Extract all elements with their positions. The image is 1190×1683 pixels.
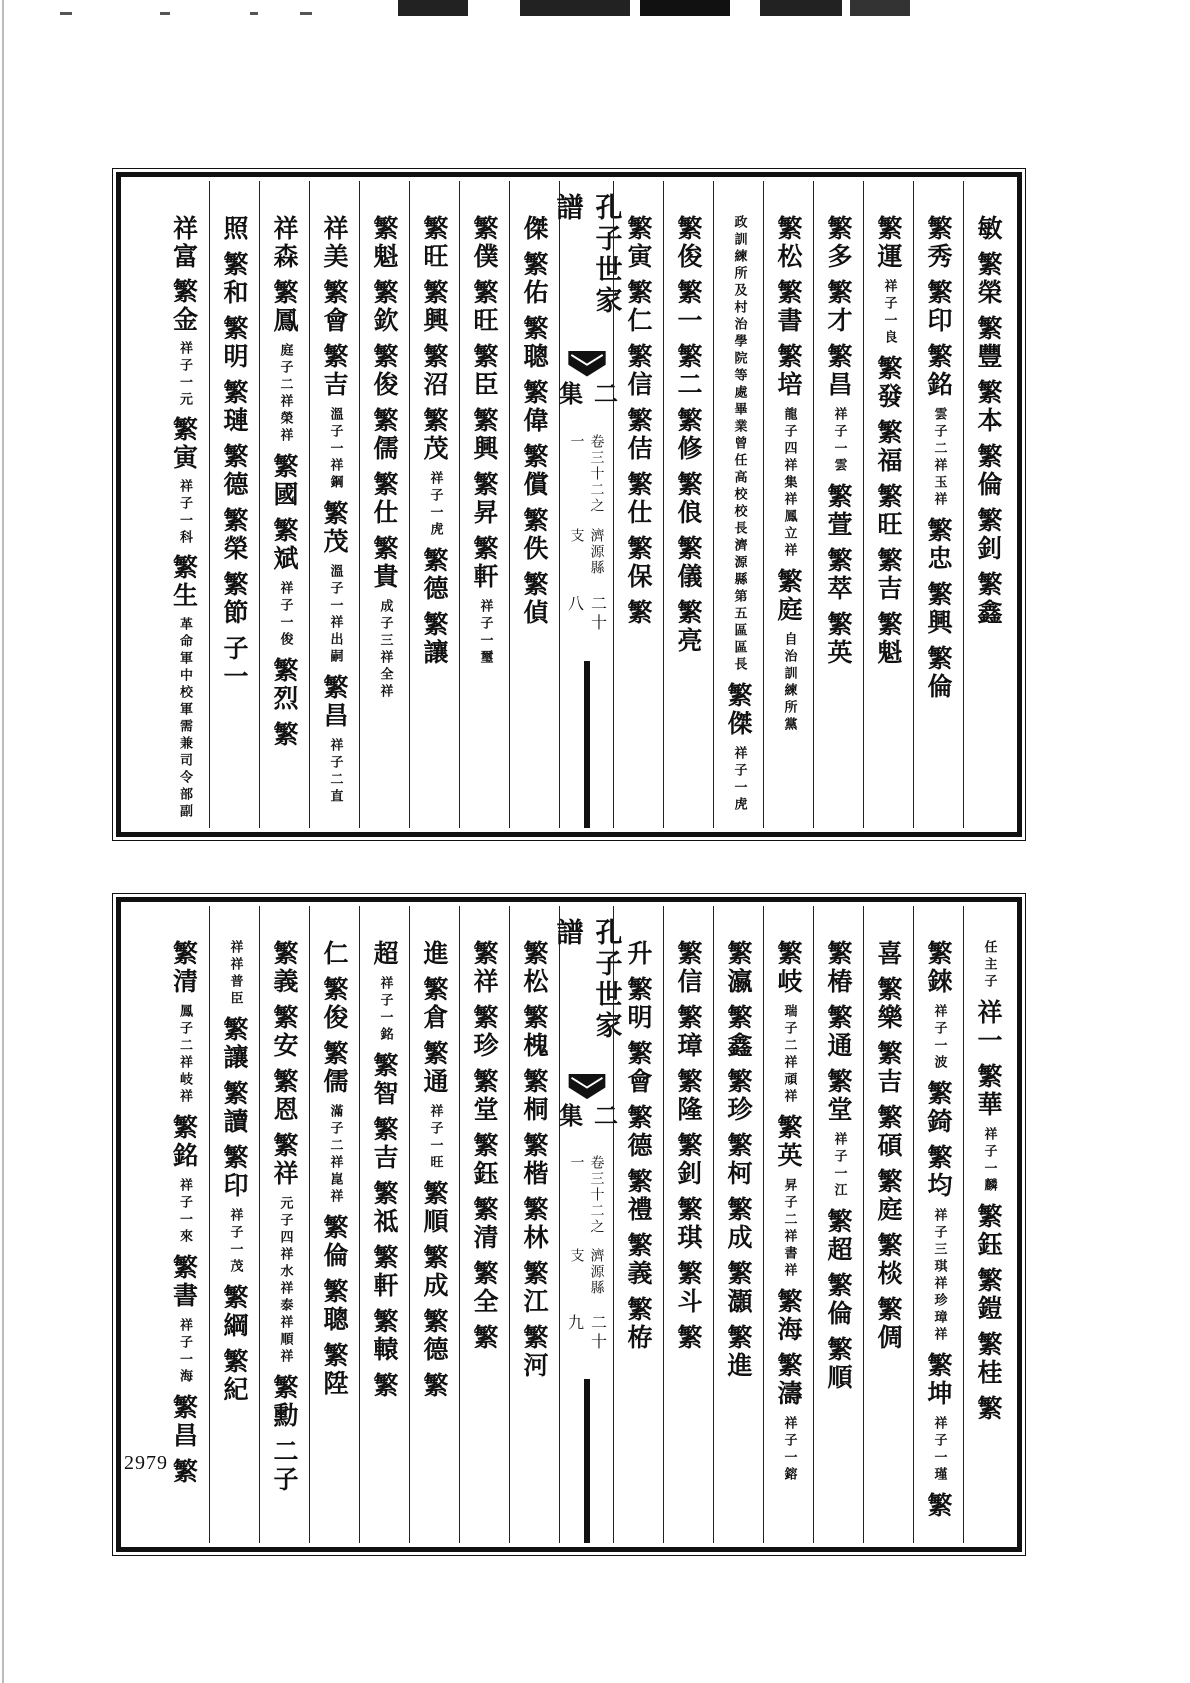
person-name: 繁璉: [220, 379, 249, 435]
top-genealogy-panel: [116, 172, 1022, 837]
person-name: 繁印: [220, 1144, 249, 1200]
person-name: 繁鈺: [974, 1203, 1003, 1259]
lineage-column: [613, 906, 663, 1543]
lineage-note: 龍子四祥集祥鳳立祥: [781, 407, 797, 560]
person-name: 繁錡: [924, 1080, 953, 1136]
person-name: 繁明: [624, 976, 653, 1032]
person-name: 繁和: [220, 251, 249, 307]
person-name: 繁: [420, 1372, 449, 1400]
person-name: 繁濤: [774, 1352, 803, 1408]
lineage-note: 祥子一璽: [477, 599, 493, 667]
person-name: 繁: [370, 1372, 399, 1400]
person-name: 繁旺: [470, 279, 499, 335]
person-name: 繁書: [169, 1254, 199, 1310]
person-name: 繁祥: [270, 1132, 299, 1188]
person-name: 繁寅: [169, 416, 199, 472]
person-name: 繁仁: [624, 279, 653, 335]
person-name: 繁超: [824, 1208, 853, 1264]
person-name: 繁琪: [674, 1196, 703, 1252]
section-label: 卷三十二之一: [568, 433, 605, 514]
person-name: 繁英: [824, 611, 853, 667]
lineage-column: [209, 181, 259, 828]
branch-label: 濟源縣支: [568, 1247, 605, 1296]
header-rule: [584, 661, 590, 828]
person-name: 繁一: [674, 279, 703, 335]
lineage-note: 升: [624, 940, 653, 968]
person-name: 繁: [270, 721, 299, 749]
lineage-note: 溫子一祥鋼: [327, 407, 343, 492]
book-header-column: [551, 181, 622, 828]
person-name: 繁珍: [724, 1068, 753, 1124]
person-name: 繁祥: [470, 940, 499, 996]
lineage-note: 祥子一元: [177, 341, 192, 409]
person-name: 繁轅: [370, 1308, 399, 1364]
person-name: 繁順: [824, 1336, 853, 1392]
bottom-panel-columns: [125, 906, 1013, 1543]
lineage-note: 祥子一江: [831, 1132, 847, 1200]
person-name: 繁興: [420, 279, 449, 335]
lineage-note: 鳳子二祥岐祥: [177, 1004, 192, 1106]
lineage-column: [309, 181, 359, 828]
person-name: 繁偉: [520, 379, 549, 435]
person-name: 繁烈: [270, 657, 299, 713]
person-name: 繁魁: [874, 611, 903, 667]
lineage-note: 昇子二祥書祥: [781, 1178, 797, 1280]
person-name: 繁楷: [520, 1132, 549, 1188]
person-name: 繁: [624, 599, 653, 627]
person-name: 繁福: [874, 419, 903, 475]
person-name: 繁吉: [874, 547, 903, 603]
person-name: 繁吉: [874, 1040, 903, 1096]
person-name: 繁沼: [420, 343, 449, 399]
person-name: 繁安: [270, 1004, 299, 1060]
person-name: 繁信: [624, 343, 653, 399]
lineage-note: 祥子一波: [931, 1004, 947, 1072]
lineage-column: [663, 181, 713, 828]
person-name: 繁德: [624, 1104, 653, 1160]
lineage-note: 革命軍中校軍需兼司令部副: [177, 617, 192, 821]
person-name: 繁欽: [370, 279, 399, 335]
person-name: 繁智: [370, 1052, 399, 1108]
person-name: 繁金: [169, 278, 199, 334]
person-name: 繁軒: [470, 535, 499, 591]
person-name: 繁: [470, 1324, 499, 1352]
person-name: 繁秀: [924, 215, 953, 271]
bottom-genealogy-panel: [116, 897, 1022, 1552]
lineage-note: 祥子一瑾: [931, 1416, 947, 1484]
lineage-note: 滿子二祥崑祥: [327, 1104, 343, 1206]
person-name: 繁: [974, 1395, 1003, 1423]
person-name: 繁讓: [220, 1016, 249, 1072]
person-name: 繁聰: [520, 315, 549, 371]
lineage-column: [963, 906, 1013, 1543]
person-name: 繁瀛: [724, 940, 753, 996]
person-name: 繁旺: [420, 215, 449, 271]
person-name: 繁通: [824, 1004, 853, 1060]
person-name: 繁書: [774, 279, 803, 335]
person-name: 繁茂: [420, 407, 449, 463]
lineage-column: [963, 181, 1013, 828]
person-name: 繁銘: [924, 343, 953, 399]
person-name: 繁禮: [624, 1168, 653, 1224]
person-name: 繁璋: [674, 1004, 703, 1060]
person-name: 繁臣: [470, 343, 499, 399]
person-name: 繁保: [624, 535, 653, 591]
person-name: 繁英: [774, 1114, 803, 1170]
book-title: 孔子世家譜: [551, 918, 622, 1042]
person-name: 繁運: [874, 215, 903, 271]
lineage-column: [409, 181, 459, 828]
person-name: 繁倜: [874, 1296, 903, 1352]
lineage-note: 雲子二祥玉祥: [931, 407, 947, 509]
lineage-column: [309, 906, 359, 1543]
lineage-note: 祥子一來: [177, 1178, 192, 1246]
person-name: 繁華: [974, 1063, 1003, 1119]
lineage-note: 祥富: [169, 215, 199, 271]
person-name: 繁庭: [774, 568, 803, 624]
person-name: 繁全: [470, 1260, 499, 1316]
lineage-note: 成子三祥全祥: [377, 599, 393, 701]
leaf-number: 二十九: [565, 1313, 608, 1352]
person-name: 繁會: [624, 1040, 653, 1096]
person-name: 繁佑: [520, 251, 549, 307]
person-name: 繁均: [924, 1144, 953, 1200]
person-name: 繁鈺: [470, 1132, 499, 1188]
person-name: 繁樂: [874, 976, 903, 1032]
person-name: 繁釗: [974, 507, 1003, 563]
person-name: 繁軒: [370, 1244, 399, 1300]
person-name: 繁倫: [824, 1272, 853, 1328]
scan-top-marks: [0, 0, 1190, 18]
lineage-note: 祥子一虎: [731, 746, 747, 814]
lineage-column: [813, 906, 863, 1543]
person-name: 繁倫: [924, 645, 953, 701]
person-name: 繁傑: [724, 682, 753, 738]
person-name: 繁隆: [674, 1068, 703, 1124]
person-name: 繁偵: [520, 571, 549, 627]
person-name: 繁生: [169, 554, 199, 610]
person-name: 繁陞: [320, 1342, 349, 1398]
top-panel-columns: [125, 181, 1013, 828]
person-name: 繁明: [220, 315, 249, 371]
person-name: 繁萱: [824, 483, 853, 539]
person-name: 繁棪: [874, 1232, 903, 1288]
lineage-note: 祥子一俊: [277, 581, 293, 649]
person-name: 繁仕: [624, 471, 653, 527]
lineage-note: 喜: [874, 940, 903, 968]
person-name: 繁俊: [370, 343, 399, 399]
person-name: 繁進: [724, 1324, 753, 1380]
lineage-note: 祥子一銘: [377, 976, 393, 1044]
person-name: 繁義: [270, 940, 299, 996]
lineage-note: 政訓練所及村治學院等處畢業曾任高校校長濟源縣第五區區長: [731, 215, 747, 674]
page-left-edge: [2, 0, 4, 1683]
person-name: 繁榮: [974, 251, 1003, 307]
person-name: 繁通: [420, 1040, 449, 1096]
lineage-note: 祥子一科: [177, 479, 192, 547]
person-name: 繁海: [774, 1288, 803, 1344]
person-name: 繁堂: [824, 1068, 853, 1124]
person-name: 繁紀: [220, 1348, 249, 1404]
person-name: 繁亮: [674, 599, 703, 655]
lineage-column: [713, 181, 763, 828]
person-name: 繁國: [270, 453, 299, 509]
person-name: 繁鑫: [974, 571, 1003, 627]
lineage-column: [663, 906, 713, 1543]
person-name: 繁鑫: [724, 1004, 753, 1060]
lineage-note: 元子四祥水祥泰祥順祥: [277, 1196, 293, 1366]
person-name: 繁茂: [320, 500, 349, 556]
person-name: 繁斗: [674, 1260, 703, 1316]
person-name: 繁松: [520, 940, 549, 996]
person-name: 繁珍: [470, 1004, 499, 1060]
person-name: 繁: [674, 1324, 703, 1352]
person-name: 繁興: [470, 407, 499, 463]
person-name: 繁二: [674, 343, 703, 399]
lineage-note: 祥子一良: [881, 279, 897, 347]
person-name: 繁倉: [420, 976, 449, 1032]
volume-label: 二集: [554, 1102, 619, 1130]
person-name: 繁培: [774, 343, 803, 399]
person-name: 繁貴: [370, 535, 399, 591]
person-name: 繁林: [520, 1196, 549, 1252]
person-name: 繁印: [924, 279, 953, 335]
lineage-column: [763, 906, 813, 1543]
person-name: 繁讓: [420, 611, 449, 667]
person-name: 繁萃: [824, 547, 853, 603]
person-name: 繁德: [420, 1308, 449, 1364]
lineage-note: 祥子一麟: [981, 1127, 997, 1195]
lineage-column: [613, 181, 663, 828]
lineage-column: [913, 906, 963, 1543]
person-name: 繁俊: [674, 215, 703, 271]
lineage-column: [763, 181, 813, 828]
lineage-note: 照: [220, 215, 249, 243]
person-name: 繁松: [774, 215, 803, 271]
person-name: 繁儀: [674, 535, 703, 591]
book-header-column: [551, 906, 622, 1543]
book-title: 孔子世家譜: [551, 193, 622, 317]
person-name: 繁鳳: [270, 279, 299, 335]
person-name: 繁桂: [974, 1331, 1003, 1387]
person-name: 繁恩: [270, 1068, 299, 1124]
person-name: 繁江: [520, 1260, 549, 1316]
person-name: 繁發: [874, 355, 903, 411]
lineage-column: [159, 181, 209, 828]
person-name: 繁倫: [974, 443, 1003, 499]
lineage-column: [459, 906, 509, 1543]
person-name: 繁順: [420, 1180, 449, 1236]
lineage-column: [259, 906, 309, 1543]
lineage-note: 敏: [974, 215, 1003, 243]
lineage-note: 祥美: [320, 215, 349, 271]
person-name: 繁勳: [270, 1374, 299, 1430]
person-name: 繁銘: [169, 1114, 199, 1170]
lineage-note: 祥一: [974, 999, 1003, 1055]
person-name: 繁德: [420, 547, 449, 603]
person-name: 繁義: [624, 1232, 653, 1288]
lineage-column: [863, 181, 913, 828]
fishtail-mark-icon: [568, 351, 606, 377]
page-number: 2979: [124, 1452, 168, 1474]
lineage-note: 祥子一鎔: [781, 1416, 797, 1484]
lineage-note: 祥森: [270, 215, 299, 271]
person-name: 繁會: [320, 279, 349, 335]
lineage-note: 庭子二祥榮祥: [277, 343, 293, 445]
person-name: 繁償: [520, 443, 549, 499]
person-name: 繁斌: [270, 517, 299, 573]
person-name: 繁德: [220, 443, 249, 499]
person-name: 繁河: [520, 1324, 549, 1380]
person-name: 繁俊: [320, 976, 349, 1032]
person-name: 繁俍: [674, 471, 703, 527]
lineage-column: [813, 181, 863, 828]
lineage-note: 祥子一旺: [427, 1104, 443, 1172]
fishtail-mark-icon: [568, 1074, 606, 1099]
branch-label: 濟源縣支: [568, 528, 605, 577]
person-name: 繁儒: [320, 1040, 349, 1096]
lineage-note: 溫子一祥出嗣: [327, 564, 343, 666]
lineage-column: [359, 181, 409, 828]
lineage-note: 子一: [220, 635, 249, 691]
person-name: 繁倫: [320, 1214, 349, 1270]
person-name: 繁佶: [624, 407, 653, 463]
person-name: 繁錸: [924, 940, 953, 996]
lineage-column: [259, 181, 309, 828]
lineage-note: 進: [420, 940, 449, 968]
person-name: 繁昇: [470, 471, 499, 527]
lineage-note: 傑: [520, 215, 549, 243]
section-label: 卷三十二之一: [568, 1155, 605, 1236]
person-name: 繁昌: [169, 1394, 199, 1450]
person-name: 繁儒: [370, 407, 399, 463]
person-name: 繁吉: [370, 1116, 399, 1172]
header-rule: [584, 1379, 590, 1543]
lineage-column: [713, 906, 763, 1543]
person-name: 繁柯: [724, 1132, 753, 1188]
lineage-column: [913, 181, 963, 828]
lineage-note: 祥子一海: [177, 1318, 192, 1386]
person-name: 繁碩: [874, 1104, 903, 1160]
lineage-note: 超: [370, 940, 399, 968]
lineage-note: 祥子一雲: [831, 407, 847, 475]
lineage-column: [159, 906, 209, 1543]
person-name: 繁信: [674, 940, 703, 996]
lineage-note: 祥祥普臣: [227, 940, 243, 1008]
person-name: 繁多: [824, 215, 853, 271]
lineage-note: 自治訓練所黨: [781, 632, 797, 734]
person-name: 繁節: [220, 571, 249, 627]
person-name: 繁忠: [924, 517, 953, 573]
person-name: 繁清: [169, 940, 199, 996]
person-name: 繁聰: [320, 1278, 349, 1334]
person-name: 繁仕: [370, 471, 399, 527]
person-name: 繁吉: [320, 343, 349, 399]
lineage-note: 祥子一虎: [427, 471, 443, 539]
person-name: 繁岐: [774, 940, 803, 996]
lineage-column: [409, 906, 459, 1543]
person-name: 繁清: [470, 1196, 499, 1252]
leaf-number: 二十八: [565, 595, 608, 634]
person-name: 繁栫: [624, 1296, 653, 1352]
person-name: 繁才: [824, 279, 853, 335]
person-name: 繁興: [924, 581, 953, 637]
person-name: 繁綱: [220, 1284, 249, 1340]
person-name: 繁祗: [370, 1180, 399, 1236]
person-name: 繁灝: [724, 1260, 753, 1316]
lineage-column: [359, 906, 409, 1543]
lineage-note: 瑞子二祥頑祥: [781, 1004, 797, 1106]
person-name: 繁堂: [470, 1068, 499, 1124]
person-name: 繁釗: [674, 1132, 703, 1188]
person-name: 繁修: [674, 407, 703, 463]
lineage-note: 仁: [320, 940, 349, 968]
person-name: 繁佚: [520, 507, 549, 563]
person-name: 繁桐: [520, 1068, 549, 1124]
person-name: 繁豐: [974, 315, 1003, 371]
lineage-note: 任主子: [981, 940, 997, 991]
lineage-note: 二子: [270, 1438, 299, 1494]
person-name: 繁椿: [824, 940, 853, 996]
lineage-column: [459, 181, 509, 828]
person-name: 繁僕: [470, 215, 499, 271]
lineage-column: [863, 906, 913, 1543]
person-name: 繁庭: [874, 1168, 903, 1224]
person-name: 繁成: [724, 1196, 753, 1252]
person-name: 繁昌: [320, 674, 349, 730]
person-name: 繁: [924, 1492, 953, 1520]
person-name: 繁本: [974, 379, 1003, 435]
person-name: 繁讀: [220, 1080, 249, 1136]
person-name: 繁榮: [220, 507, 249, 563]
person-name: 繁: [169, 1458, 199, 1486]
person-name: 繁魁: [370, 215, 399, 271]
person-name: 繁寅: [624, 215, 653, 271]
lineage-note: 祥子一茂: [227, 1208, 243, 1276]
person-name: 繁昌: [824, 343, 853, 399]
volume-label: 二集: [554, 380, 619, 408]
lineage-column: [209, 906, 259, 1543]
person-name: 繁成: [420, 1244, 449, 1300]
person-name: 繁旺: [874, 483, 903, 539]
person-name: 繁槐: [520, 1004, 549, 1060]
person-name: 繁坤: [924, 1352, 953, 1408]
lineage-note: 祥子三琪祥珍璋祥: [931, 1208, 947, 1344]
person-name: 繁鎧: [974, 1267, 1003, 1323]
lineage-note: 祥子二直: [327, 738, 343, 806]
